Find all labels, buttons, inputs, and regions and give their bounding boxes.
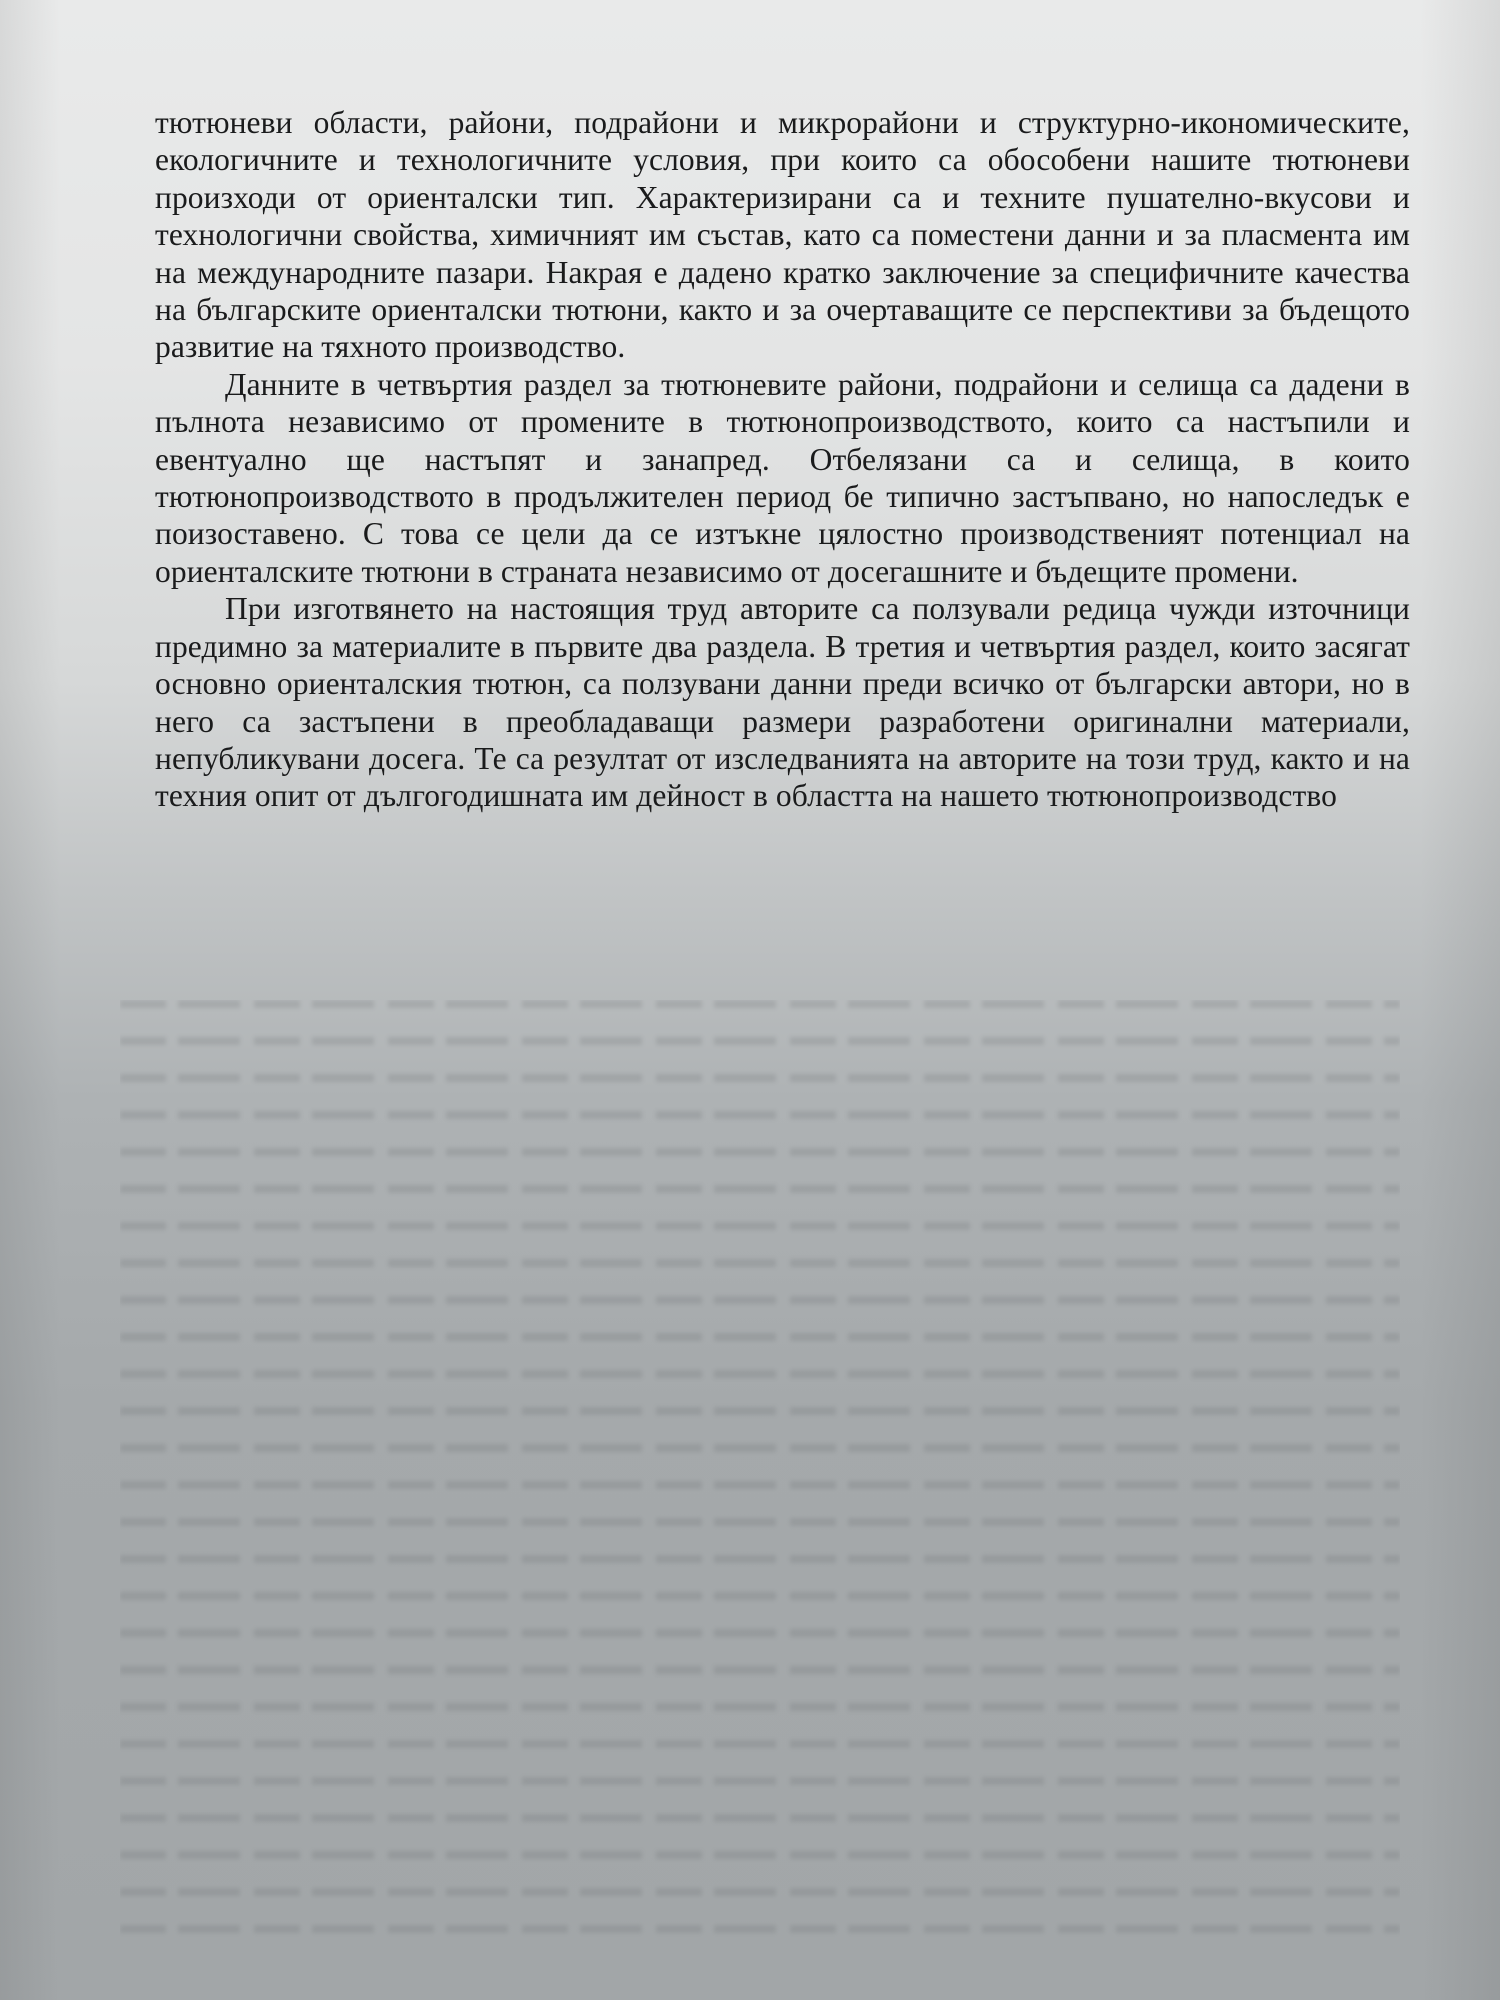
paragraph-3: При изготвянето на настоящия труд авторите са ползували редица чужди източници предимно за материалите в първите два раздела. В третия и четвъртия раздел, които засягат основно ориенталския тютюн, са ползувани данни преди всичко от български автори, но в него са застъпени в преобладаващи размери разработени оригинални материали, непубликувани досега. Те са резултат от изследванията на авторите на този труд, както и на техния опит от дългогодишната им дейност в областта на нашето тютюнопроизводство <box>155 591 1410 814</box>
page-edge-shadow <box>1420 0 1500 2000</box>
body-text <box>155 104 1410 815</box>
page-gutter-shadow <box>0 0 60 2000</box>
paragraph-1: тютюневи области, райони, подрайони и микрорайони и структурно-икономическите, екологичните и технологичните условия, при които са обособени нашите тютюневи произходи от ориенталски тип. Характеризирани са и техните пушателно-вкусови и технологични свойства, химичният им състав, като са поместени данни и за пласмента им на международните пазари. Накрая е дадено кратко заключение за специфичните качества на българските ориенталски тютюни, както и за очертаващите се перспективи за бъдещото развитие на тяхното производство. <box>155 105 1410 365</box>
show-through-text <box>120 1000 1400 1960</box>
paragraph-2: Данните в четвъртия раздел за тютюневите райони, подрайони и селища са дадени в пълнота независимо от промените в тютюнопроизводството, които са настъпили и евентуално ще настъпят и занапред. Отбелязани са и селища, в които тютюнопроизводството в продължителен период бе типично застъпвано, но напоследък е поизоставено. С това се цели да се изтъкне цялостно производственият потенциал на ориенталските тютюни в страната независимо от досегашните и бъдещите промени. <box>155 366 1410 589</box>
